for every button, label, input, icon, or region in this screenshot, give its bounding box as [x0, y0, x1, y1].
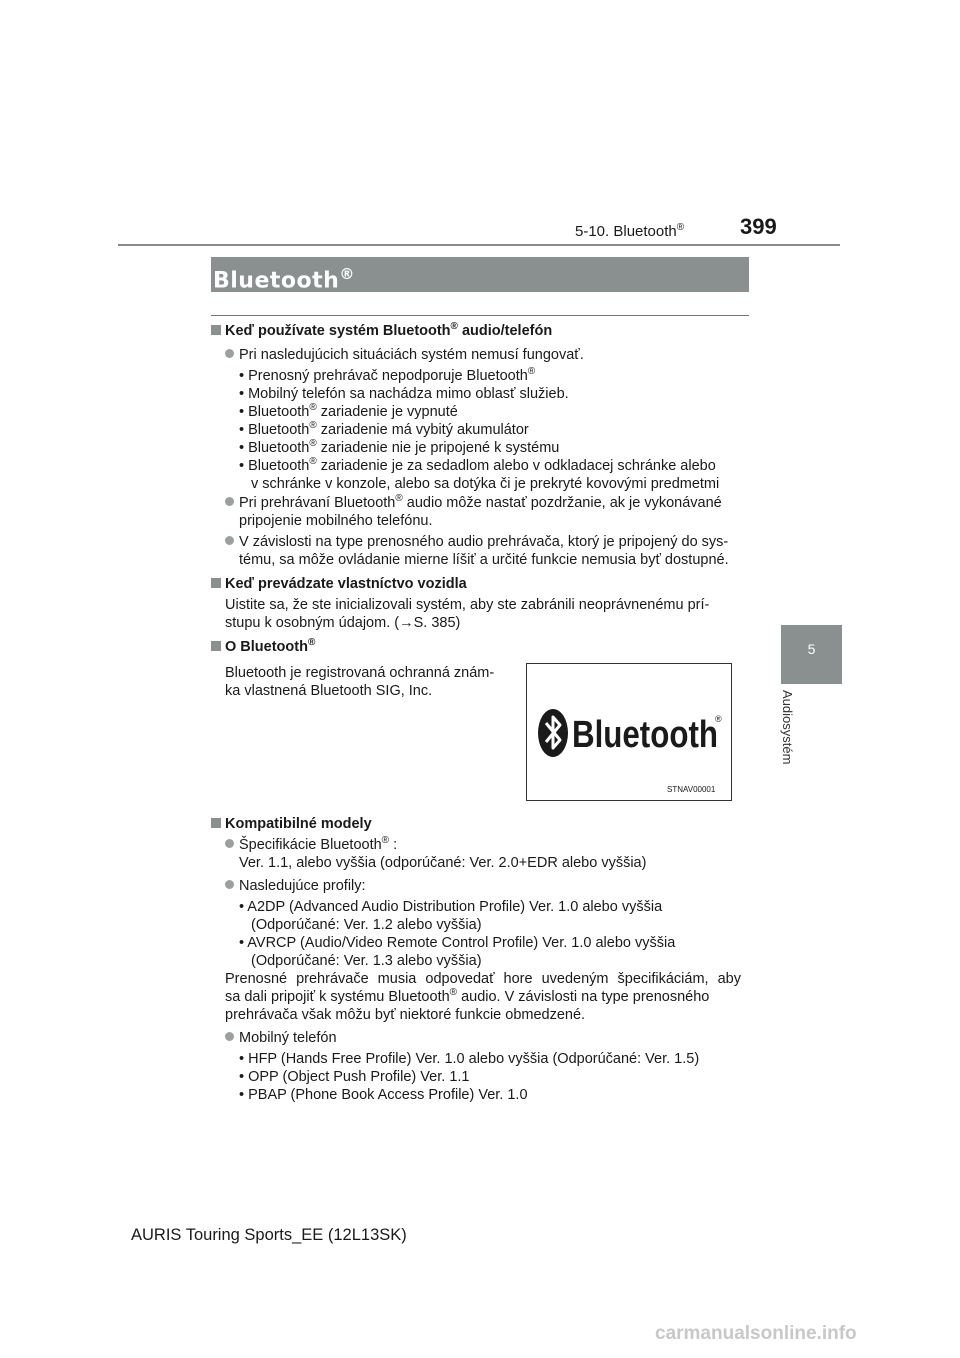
paragraph: Prenosné prehrávače musia odpovedať hore uvedeným špecifikáciám, aby [225, 971, 741, 987]
circle-bullet-icon [225, 349, 234, 358]
list-item: • PBAP (Phone Book Access Profile) Ver. 1.0 [239, 1087, 528, 1103]
chapter-label: Audiosystém [780, 690, 795, 765]
list-item: Nasledujúce profily: [225, 877, 366, 895]
paragraph: Bluetooth je registrovaná ochranná znám- [225, 665, 495, 681]
bluetooth-logo-figure [526, 663, 732, 801]
list-item: • Prenosný prehrávač nepodporuje Bluetooth® [239, 366, 536, 384]
circle-bullet-icon [225, 880, 234, 889]
list-item-continuation: (Odporúčané: Ver. 1.2 alebo vyššia) [251, 917, 482, 933]
heading-about-bluetooth: O Bluetooth® [211, 638, 315, 656]
circle-bullet-icon [225, 1032, 234, 1041]
square-bullet-icon [211, 818, 221, 828]
list-item: • AVRCP (Audio/Video Remote Control Profile) Ver. 1.0 alebo vyššia [239, 935, 676, 951]
list-item-continuation: v schránke v konzole, alebo sa dotýka či je prekryté kovovými predmetmi [251, 476, 720, 492]
heading-transfer-ownership: Keď prevádzate vlastníctvo vozidla [211, 575, 467, 593]
circle-bullet-icon [225, 839, 234, 848]
circle-bullet-icon [225, 536, 234, 545]
header-divider [118, 244, 840, 246]
list-item: Mobilný telefón [225, 1029, 337, 1047]
list-item: • HFP (Hands Free Profile) Ver. 1.0 alebo vyššia (Odporúčané: Ver. 1.5) [239, 1051, 700, 1067]
page-number: 399 [740, 214, 777, 239]
heading-compatible-models: Kompatibilné modely [211, 815, 372, 833]
paragraph: stupu k osobným údajom. (→S. 385) [225, 615, 461, 631]
chapter-tab: 5 [781, 625, 842, 684]
page-title: Bluetooth® [211, 257, 749, 292]
paragraph: ka vlastnená Bluetooth SIG, Inc. [225, 683, 433, 699]
section-divider [211, 315, 749, 316]
list-item-continuation: Ver. 1.1, alebo vyššia (odporúčané: Ver. 2.0+EDR alebo vyššia) [239, 855, 647, 871]
list-item: • A2DP (Advanced Audio Distribution Profile) Ver. 1.0 alebo vyššia [239, 899, 663, 915]
list-item: • Bluetooth® zariadenie má vybitý akumulátor [239, 420, 529, 438]
square-bullet-icon [211, 641, 221, 651]
figure-code: STNAV00001 [667, 785, 716, 794]
logo-reg-mark: ® [715, 714, 722, 724]
list-item: V závislosti na type prenosného audio prehrávača, ktorý je pripojený do sys- [225, 533, 728, 551]
square-bullet-icon [211, 325, 221, 335]
list-item: • OPP (Object Push Profile) Ver. 1.1 [239, 1069, 470, 1085]
square-bullet-icon [211, 578, 221, 588]
section-title: 5-10. Bluetooth® [575, 222, 685, 240]
list-item-continuation: (Odporúčané: Ver. 1.3 alebo vyššia) [251, 953, 482, 969]
circle-bullet-icon [225, 497, 234, 506]
paragraph: Uistite sa, že ste inicializovali systém, aby ste zabránili neoprávnenému prí- [225, 597, 710, 613]
paragraph: sa dali pripojiť k systému Bluetooth® audio. V závislosti na type prenosného [225, 987, 710, 1005]
list-item: • Mobilný telefón sa nachádza mimo oblasť služieb. [239, 386, 569, 402]
list-item: • Bluetooth® zariadenie je vypnuté [239, 402, 458, 420]
list-item: • Bluetooth® zariadenie je za sedadlom alebo v odkladacej schránke alebo [239, 456, 716, 474]
bluetooth-logo-icon [527, 664, 731, 800]
list-item: • Bluetooth® zariadenie nie je pripojené k systému [239, 438, 560, 456]
list-item: Špecifikácie Bluetooth® : [225, 836, 397, 854]
paragraph: prehrávača však môžu byť niektoré funkcie obmedzené. [225, 1007, 586, 1023]
list-item: Pri nasledujúcich situáciách systém nemusí fungovať. [225, 346, 584, 364]
heading-bluetooth-audio: Keď používate systém Bluetooth® audio/telefón [211, 322, 552, 340]
footer-model: AURIS Touring Sports_EE (12L13SK) [131, 1226, 407, 1244]
logo-wordmark: Bluetooth [572, 714, 718, 756]
list-item: Pri prehrávaní Bluetooth® audio môže nastať pozdržanie, ak je vykonávané [225, 494, 722, 512]
list-item-continuation: tému, sa môže ovládanie mierne líšiť a určité funkcie nemusia byť dostupné. [239, 552, 729, 568]
watermark: carmanualsonline.info [655, 1323, 857, 1344]
list-item-continuation: pripojenie mobilného telefónu. [239, 513, 433, 529]
